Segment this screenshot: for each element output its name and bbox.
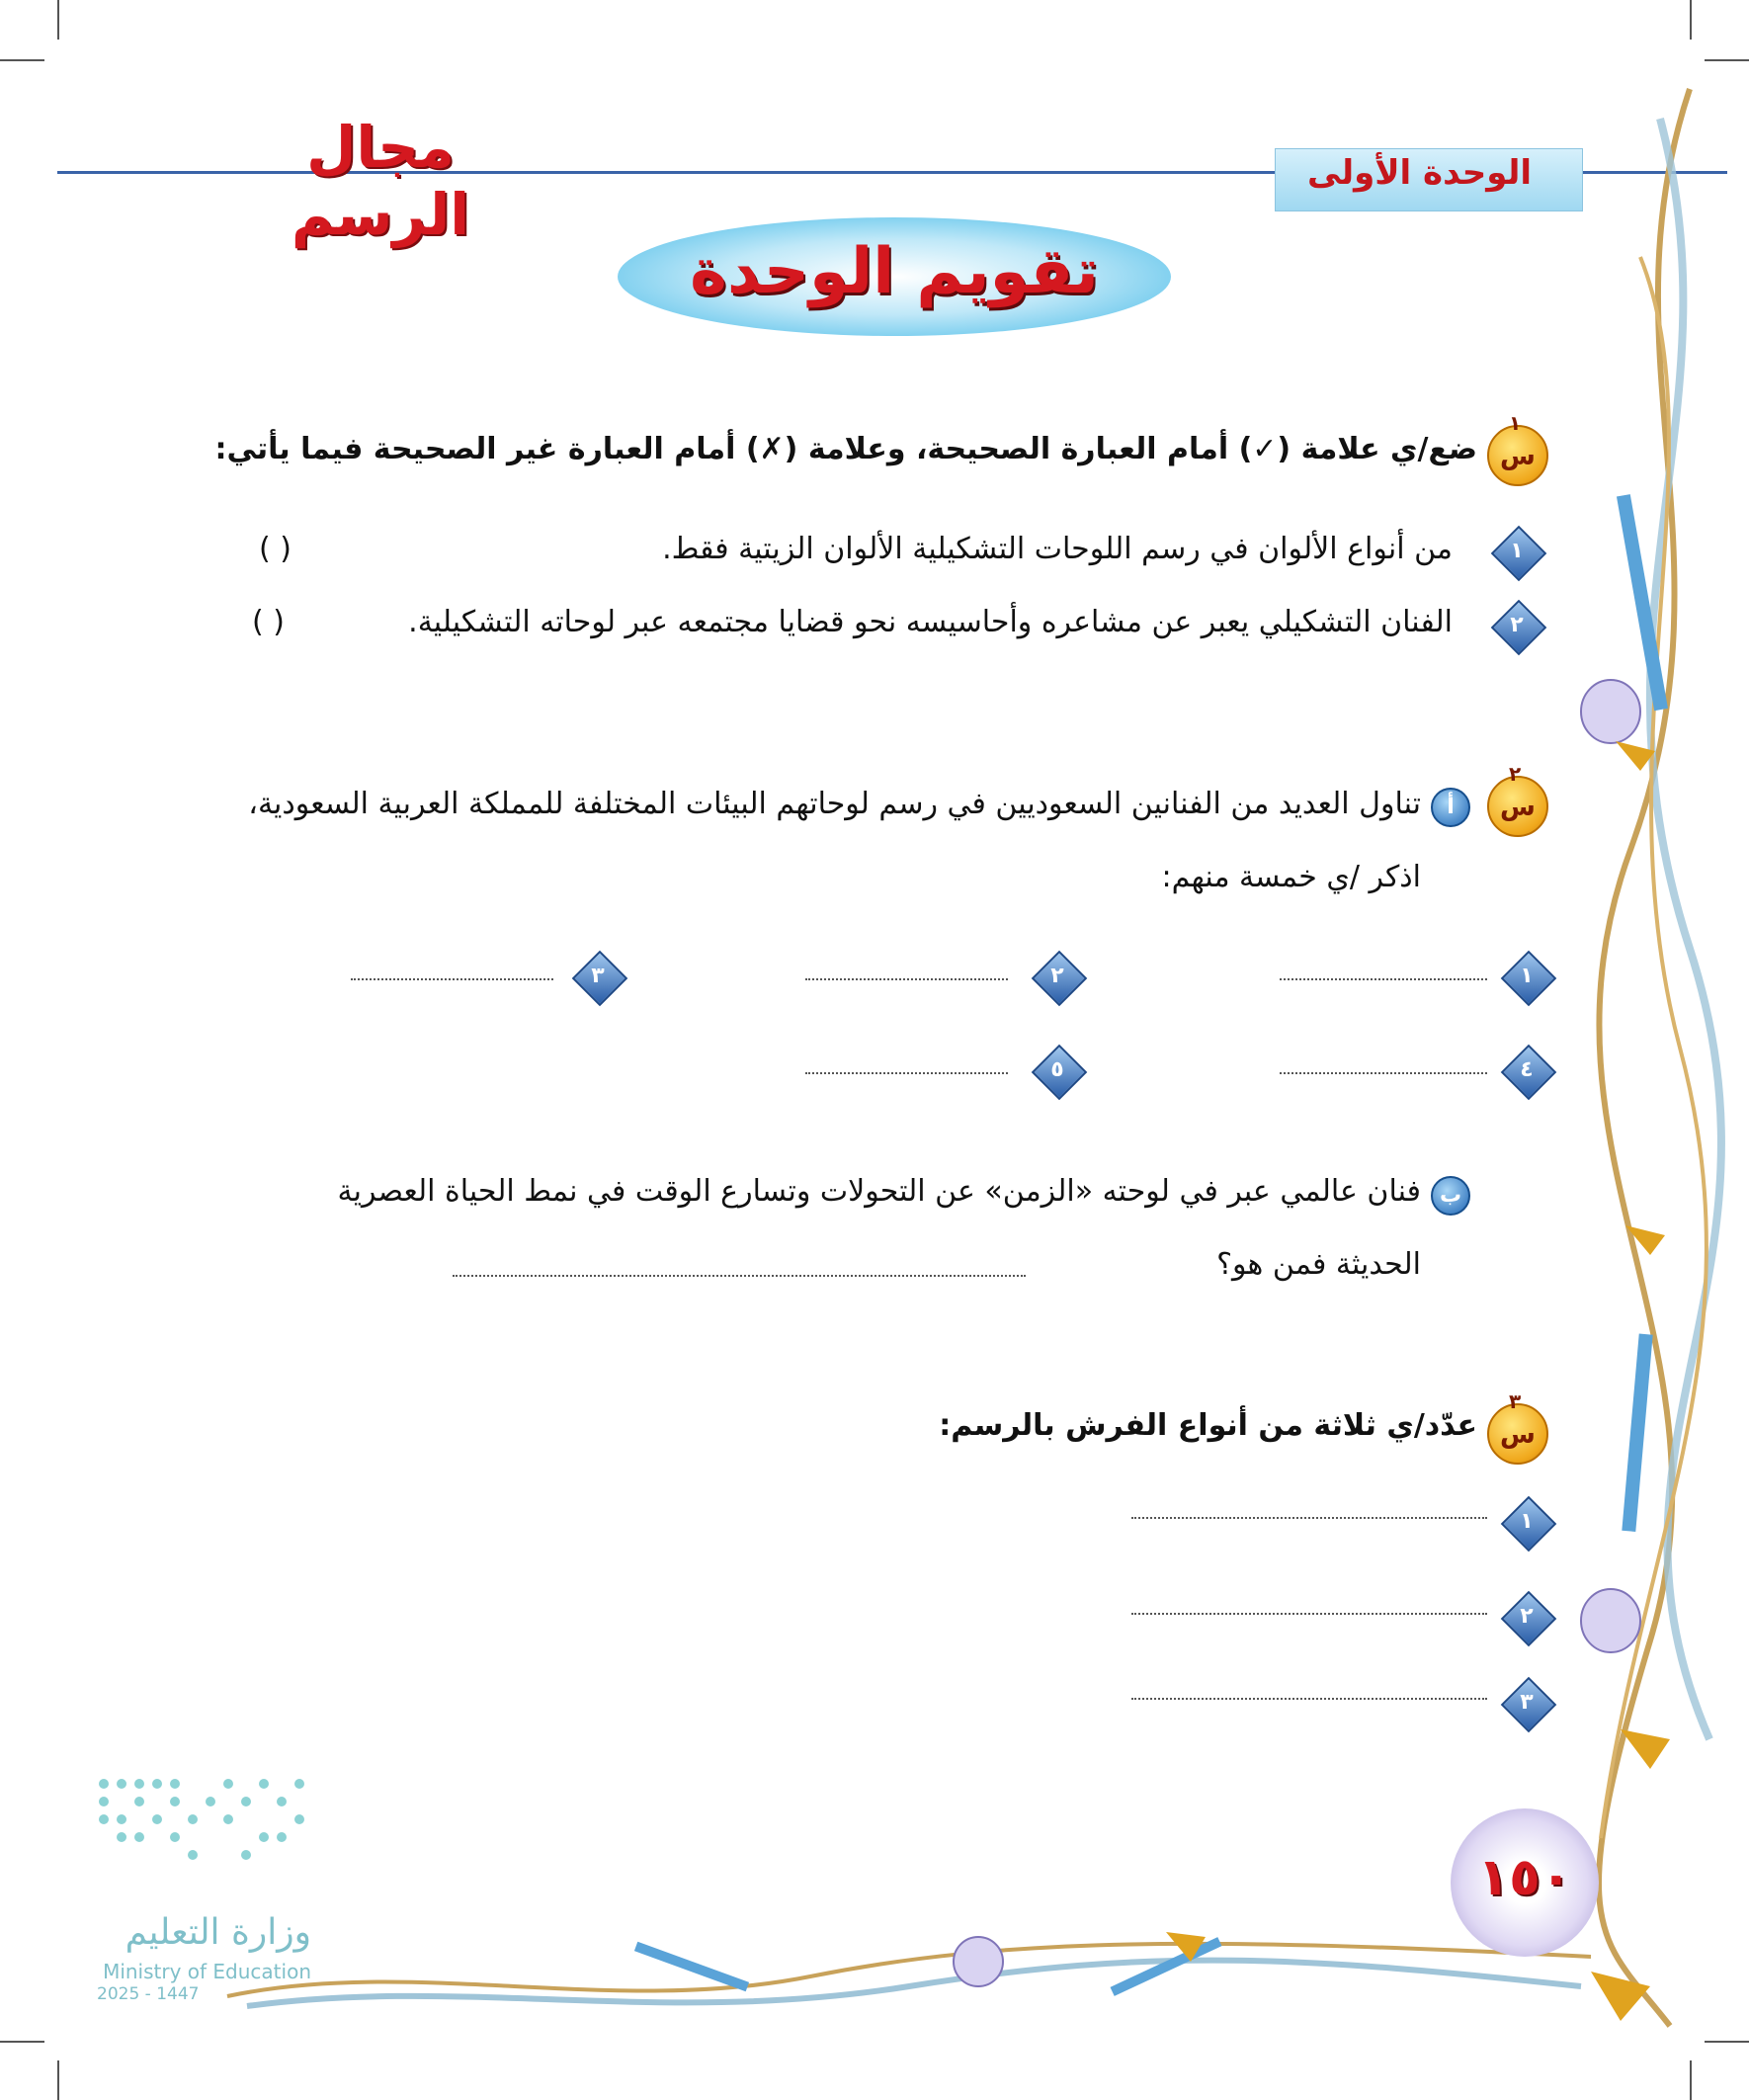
crop-mark [1690, 2060, 1692, 2100]
decorative-border-bottom [217, 1917, 1601, 2026]
butterfly-icon [1621, 1729, 1670, 1769]
question-2b-line1: فنان عالمي عبر في لوحته «الزمن» عن التحولات وتسارع الوقت في نمط الحياة العصرية [337, 1174, 1421, 1209]
item-number: ٥ [1050, 1057, 1064, 1082]
question-number: ١ [1509, 411, 1522, 435]
answer-line[interactable] [453, 1275, 1026, 1277]
question-2a-line1: تناول العديد من الفنانين السعوديين في رسم لوحاتهم البيئات المختلفة للمملكة العربية السعودية، [248, 787, 1421, 821]
statement-text: من أنواع الألوان في رسم اللوحات التشكيلية الألوان الزيتية فقط. [662, 532, 1453, 566]
item-number: ٤ [1520, 1057, 1534, 1082]
question-3-prompt: عدّد/ي ثلاثة من أنواع الفرش بالرسم: [939, 1408, 1477, 1443]
flower-icon [1581, 680, 1640, 743]
question-badge: س [1487, 425, 1548, 486]
answer-line[interactable] [1131, 1613, 1487, 1615]
answer-line[interactable] [351, 978, 553, 980]
crop-mark [0, 2041, 44, 2043]
item-number: ١ [1520, 1509, 1534, 1534]
ministry-name-en: Ministry of Education [103, 1960, 311, 1983]
item-number: ٢ [1050, 964, 1064, 988]
answer-parentheses[interactable]: ( ) [259, 532, 292, 566]
flower-icon [954, 1937, 1003, 1986]
unit-label: الوحدة الأولى [1306, 153, 1532, 193]
pencil-icon [634, 1942, 749, 1991]
answer-line[interactable] [805, 1072, 1008, 1074]
item-number: ١ [1510, 539, 1524, 563]
item-number: ٣ [591, 964, 605, 988]
answer-line[interactable] [1131, 1517, 1487, 1519]
crop-mark [1690, 0, 1692, 40]
answer-line[interactable] [805, 978, 1008, 980]
crop-mark [57, 0, 59, 40]
question-1-prompt: ضع/ي علامة (✓) أمام العبارة الصحيحة، وعلامة (✗) أمام العبارة غير الصحيحة فيما يأتي: [214, 432, 1477, 466]
question-2b-line2: الحديثة فمن هو؟ [1216, 1247, 1421, 1282]
question-number: ٣ [1509, 1389, 1522, 1413]
question-badge: س [1487, 776, 1548, 837]
part-b-marker: ب [1431, 1176, 1470, 1216]
statement-text: الفنان التشكيلي يعبر عن مشاعره وأحاسيسه نحو قضايا مجتمعه عبر لوحاته التشكيلية. [408, 605, 1453, 639]
crop-mark [57, 2060, 59, 2100]
question-2a-line2: اذكر /ي خمسة منهم: [1161, 860, 1421, 894]
ministry-logo-icon [99, 1779, 316, 1878]
item-number: ٢ [1510, 613, 1524, 637]
question-badge: س [1487, 1403, 1548, 1465]
pencil-icon [1622, 1334, 1652, 1532]
item-number: ٣ [1520, 1690, 1534, 1715]
answer-parentheses[interactable]: ( ) [252, 605, 285, 639]
edition-year: 2025 - 1447 [97, 1984, 200, 2004]
answer-line[interactable] [1280, 1072, 1487, 1074]
page-title: تقويم الوحدة [690, 235, 1099, 308]
part-a-marker: أ [1431, 788, 1470, 827]
decorative-border-vines [1541, 59, 1749, 2046]
answer-line[interactable] [1280, 978, 1487, 980]
page-number: ١٥٠ [1477, 1848, 1572, 1907]
crop-mark [0, 59, 44, 61]
answer-line[interactable] [1131, 1698, 1487, 1700]
item-number: ٢ [1520, 1604, 1534, 1629]
flower-icon [1581, 1589, 1640, 1652]
question-number: ٢ [1509, 762, 1522, 786]
ministry-name-ar: وزارة التعليم [125, 1912, 311, 1953]
item-number: ١ [1520, 964, 1534, 988]
field-title: مجال الرسم [291, 114, 470, 248]
